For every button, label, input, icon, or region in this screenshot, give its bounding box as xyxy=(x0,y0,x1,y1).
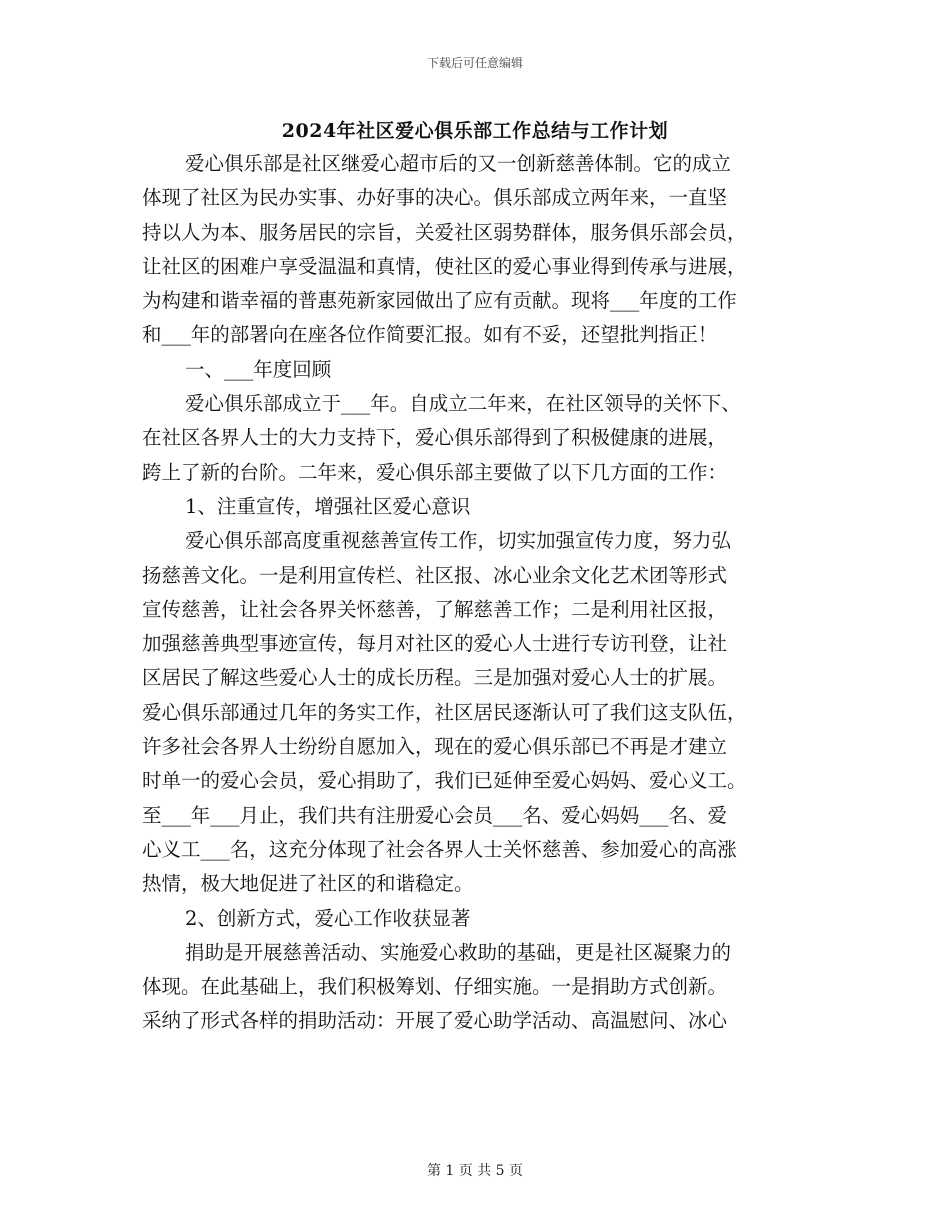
body-line: 体现了社区为民办实事、办好事的决心。俱乐部成立两年来，一直坚 xyxy=(142,186,728,210)
body-line: 爱心俱乐部通过几年的务实工作，社区居民逐渐认可了我们这支队伍， xyxy=(142,700,747,724)
body-line: 爱心俱乐部成立于___年。自成立二年来，在社区领导的关怀下、 xyxy=(185,392,741,416)
body-line: 心义工___名，这充分体现了社会各界人士关怀慈善、参加爱心的高涨 xyxy=(142,837,737,861)
subsection-heading: 2、创新方式，爱心工作收获显著 xyxy=(185,906,471,930)
body-line: 让社区的困难户享受温温和真情，使社区的爱心事业得到传承与进展， xyxy=(142,254,747,278)
body-line: 爱心俱乐部是社区继爱心超市后的又一创新慈善体制。它的成立 xyxy=(185,152,732,175)
body-line: 采纳了形式各样的捐助活动：开展了爱心助学活动、高温慰问、冰心 xyxy=(142,1009,728,1033)
body-line: 持以人为本、服务居民的宗旨，关爱社区弱势群体，服务俱乐部会员， xyxy=(142,220,747,244)
header-note: 下载后可任意编辑 xyxy=(426,56,523,70)
document-title: 2024年社区爱心俱乐部工作总结与工作计划 xyxy=(281,120,669,142)
body-line: 至___年___月止，我们共有注册爱心会员___名、爱心妈妈___名、爱 xyxy=(142,803,728,827)
page-number-footer: 第 1 页 共 5 页 xyxy=(426,1163,524,1179)
body-line: 热情，极大地促进了社区的和谐稳定。 xyxy=(142,872,474,896)
body-line: 爱心俱乐部高度重视慈善宣传工作，切实加强宣传力度，努力弘 xyxy=(185,529,732,553)
body-line: 在社区各界人士的大力支持下，爱心俱乐部得到了积极健康的进展， xyxy=(142,426,728,450)
body-line: 体现。在此基础上，我们积极筹划、仔细实施。一是捐助方式创新。 xyxy=(142,975,728,999)
body-line: 捐助是开展慈善活动、实施爱心救助的基础，更是社区凝聚力的 xyxy=(185,940,732,964)
body-line: 扬慈善文化。一是利用宣传栏、社区报、冰心业余文化艺术团等形式 xyxy=(142,563,728,587)
body-line: 加强慈善典型事迹宣传，每月对社区的爱心人士进行专访刊登，让社 xyxy=(142,632,728,656)
body-line: 区居民了解这些爱心人士的成长历程。三是加强对爱心人士的扩展。 xyxy=(142,666,728,690)
body-line: 时单一的爱心会员，爱心捐助了，我们已延伸至爱心妈妈、爱心义工。 xyxy=(142,769,747,793)
section-heading: 一、___年度回顾 xyxy=(185,357,332,381)
body-line: 跨上了新的台阶。二年来，爱心俱乐部主要做了以下几方面的工作： xyxy=(142,460,728,484)
body-line: 许多社会各界人士纷纷自愿加入，现在的爱心俱乐部已不再是才建立 xyxy=(142,735,728,759)
body-line: 为构建和谐幸福的普惠苑新家园做出了应有贡献。现将___年度的工作 xyxy=(142,289,737,313)
subsection-heading: 1、注重宣传，增强社区爱心意识 xyxy=(185,494,471,518)
body-line: 宣传慈善，让社会各界关怀慈善，了解慈善工作；二是利用社区报， xyxy=(142,597,728,621)
body-line: 和___年的部署向在座各位作简要汇报。如有不妥，还望批判指正！ xyxy=(142,323,718,347)
document-body xyxy=(142,147,810,1039)
